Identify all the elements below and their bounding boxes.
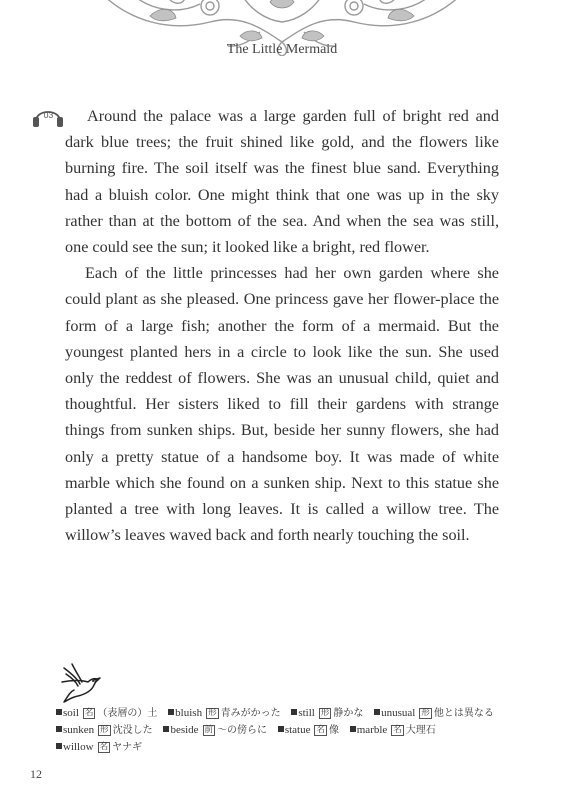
vocab-pos: 形 <box>100 725 109 735</box>
vocab-gloss: （表層の）土 <box>97 708 158 719</box>
vocab-gloss: ～の傍らに <box>217 725 268 736</box>
vocab-gloss: ヤナギ <box>112 742 143 753</box>
vocab-gloss: 青みがかった <box>220 708 281 719</box>
vocabulary-list <box>56 705 504 756</box>
vocab-gloss: 他とは異なる <box>433 708 494 719</box>
vocab-entry <box>374 707 494 719</box>
bird-icon <box>58 658 102 704</box>
vocab-word: marble <box>356 724 388 736</box>
body-text <box>65 103 499 548</box>
vocab-word: willow <box>63 741 94 753</box>
vocab-gloss: 像 <box>329 725 339 736</box>
vocab-word: sunken <box>63 724 95 736</box>
paragraph: Around the palace was a large garden full of bright red and dark blue trees; the fruit shined like gold, and the flowers like burning fire. The soil itself was the finest blue sand. Everything had a bluish color. One might think that one was up in the sky rather than at the bottom of the sea. And when the sea was still, one could see the sun; it looked like a bright, red flower. <box>65 107 499 257</box>
audio-track-number: 03 <box>43 110 54 120</box>
vocab-pos: 前 <box>204 725 214 735</box>
vocab-pos: 形 <box>320 708 330 718</box>
vocab-pos: 名 <box>84 708 94 718</box>
vocab-pos: 形 <box>208 708 217 718</box>
vocab-entry <box>56 724 153 736</box>
vocab-word: unusual <box>381 707 416 719</box>
vocab-pos: 名 <box>99 742 109 752</box>
vocab-gloss: 静かな <box>333 708 364 719</box>
vocab-entry <box>56 707 157 719</box>
vocab-word: statue <box>284 724 311 736</box>
vocab-pos: 形 <box>421 708 430 718</box>
vocab-word: still <box>298 707 315 719</box>
vocab-entry <box>163 724 267 736</box>
running-title: The Little Mermaid <box>226 42 338 57</box>
vocab-entry <box>291 707 363 719</box>
vocab-word: bluish <box>175 707 203 719</box>
paragraph: Each of the little princesses had her own garden where she could plant as she pleased. One princess gave her flower-place the form of a large fish; another the form of a mermaid. But the youngest planted hers in a circle to look like the sun. She used only the reddest of flowers. She was an unusual child, quiet and thoughtful. Her sisters liked to fill their gardens with strange things from sunken ships. But, beside her sunny flowers, she had only a pretty statue of a handsome boy. It was made of white marble which she found on a sunken ship. Next to this statue she planted a tree with long leaves. It is called a willow tree. The willow’s leaves waved back and forth nearly touching the soil. <box>65 264 499 545</box>
vocab-gloss: 沈没した <box>112 725 153 736</box>
vocab-entry <box>168 707 280 719</box>
vocab-pos: 名 <box>393 725 402 735</box>
vocab-gloss: 大理石 <box>405 725 436 736</box>
vocab-pos: 名 <box>316 725 325 735</box>
vocab-word: soil <box>63 707 79 719</box>
vocab-entry <box>350 724 436 736</box>
page-number: 12 <box>30 767 42 781</box>
vocab-entry <box>56 741 142 753</box>
vocab-word: beside <box>170 724 199 736</box>
vocab-entry <box>278 724 339 736</box>
